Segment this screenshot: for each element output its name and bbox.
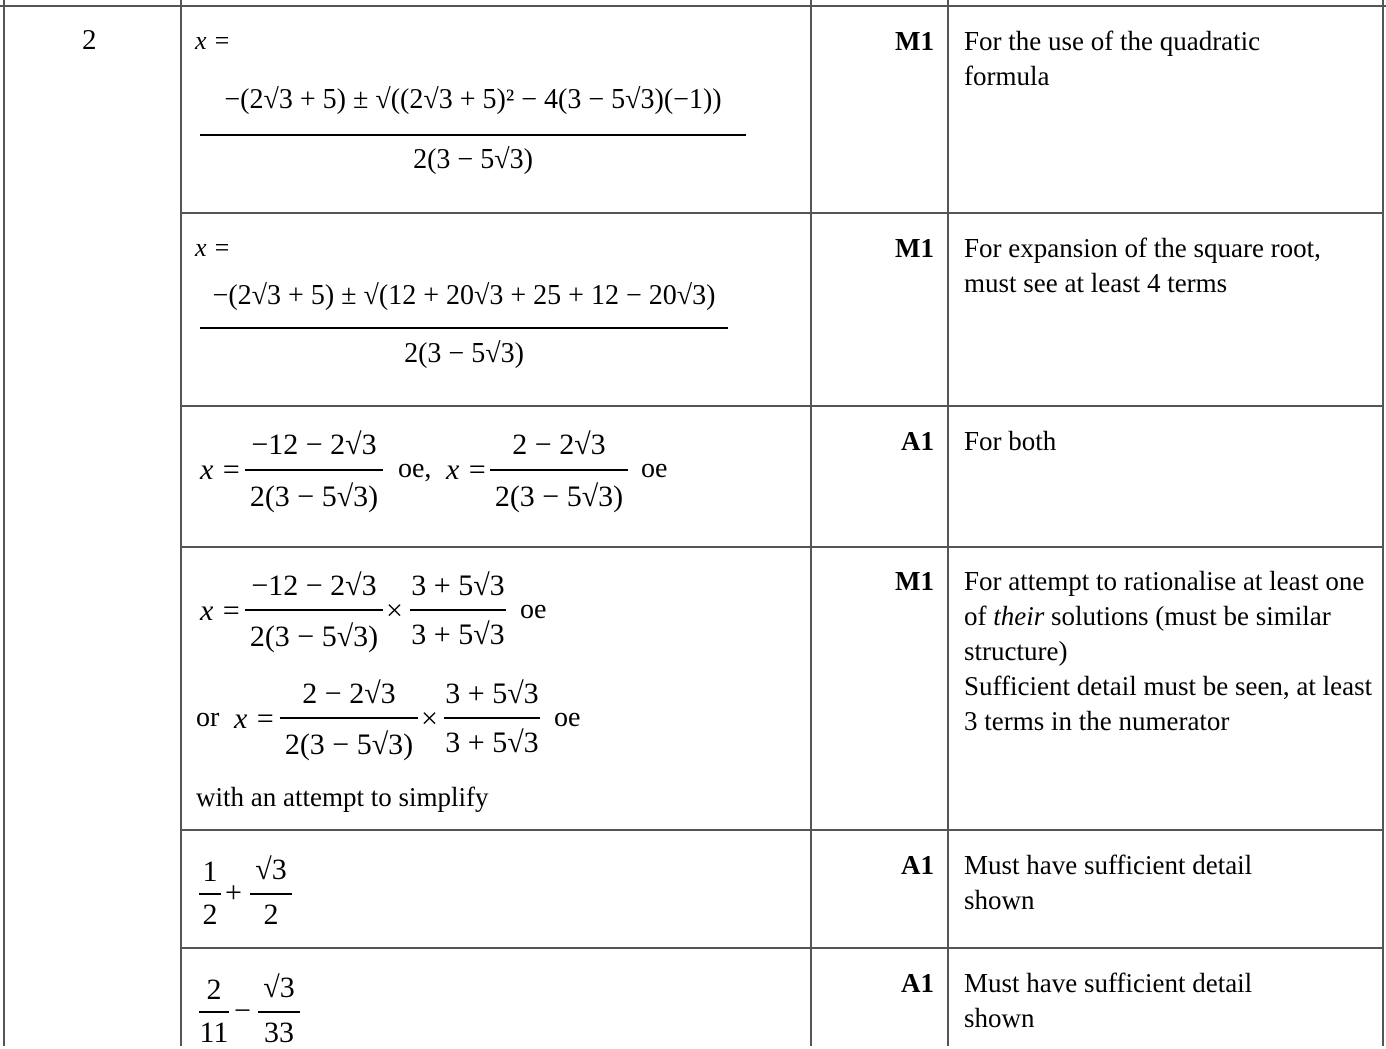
row-4-oe: oe	[520, 594, 547, 625]
row-2-numerator: −(2√3 + 5) ± √(12 + 20√3 + 25 + 12 − 20√3)	[212, 280, 716, 311]
row-6-numerator-2: √3	[263, 971, 295, 1004]
row-6-denominator-2: 33	[264, 1016, 294, 1049]
row-4-lhs: x =	[200, 594, 242, 627]
row-2-mark: M1	[895, 233, 934, 263]
row-3-oe-comma: oe,	[398, 453, 432, 484]
row-4-guidance-italic: their	[993, 601, 1045, 631]
row-5-mark: A1	[901, 850, 934, 880]
row-3-lhs: x =	[200, 453, 242, 486]
row-5-plus: +	[225, 876, 242, 909]
row-6-guidance: Must have sufficient detail shown	[964, 968, 1253, 1033]
row-divider-3	[180, 546, 1384, 548]
row-3-numerator-1: −12 − 2√3	[251, 428, 377, 461]
row-4-denominator-2: 3 + 5√3	[411, 618, 505, 651]
row-6-fraction-bar-1	[199, 1011, 229, 1013]
row-4-fraction-bar-2	[410, 609, 506, 611]
row-4-guidance-part-c: Sufficient detail must be seen, at least 3 terms in the numerator	[964, 671, 1373, 736]
row-4-numerator-1: −12 − 2√3	[251, 569, 377, 602]
row-5-guidance: Must have sufficient detail shown	[964, 850, 1253, 915]
row-4-fraction-bar-4	[444, 717, 540, 719]
row-4-lhs-2: x =	[234, 702, 276, 735]
row-4-guidance-part-b: solutions (must be similar structure)	[964, 601, 1331, 666]
row-2-lhs: x =	[195, 233, 231, 262]
table-left-border	[3, 0, 5, 1046]
row-4-note: with an attempt to simplify	[196, 782, 489, 812]
row-divider-1	[180, 212, 1384, 214]
row-5-numerator-2: √3	[255, 853, 287, 886]
row-4-numerator-3: 2 − 2√3	[302, 677, 396, 710]
row-5-denominator-1: 2	[202, 898, 218, 931]
row-1-denominator: 2(3 − 5√3)	[413, 144, 533, 175]
row-divider-4	[180, 829, 1384, 831]
row-4-numerator-2: 3 + 5√3	[411, 569, 505, 602]
row-3-oe: oe	[641, 453, 668, 484]
row-3-numerator-2: 2 − 2√3	[512, 428, 606, 461]
column-divider-3	[947, 0, 949, 1046]
row-4-mark: M1	[895, 566, 934, 596]
row-divider-5	[180, 947, 1384, 949]
row-2-denominator: 2(3 − 5√3)	[404, 338, 524, 369]
row-4-denominator-1: 2(3 − 5√3)	[249, 620, 379, 653]
row-6-numerator-1: 2	[206, 973, 222, 1006]
table-right-border	[1382, 0, 1384, 1046]
row-1-numerator: −(2√3 + 5) ± √((2√3 + 5)² − 4(3 − 5√3)(−1))	[224, 84, 722, 115]
row-2-guidance: For expansion of the square root, must see at least 4 terms	[964, 233, 1321, 298]
row-3-mark: A1	[901, 426, 934, 456]
row-3-fraction-bar-2	[490, 469, 628, 471]
row-3-fraction-bar-1	[245, 469, 383, 471]
question-number: 2	[82, 24, 97, 56]
row-1-mark: M1	[895, 26, 934, 56]
row-4-guidance-part-a: For attempt to rationalise at least one of	[964, 566, 1365, 631]
row-4-times-2: ×	[421, 702, 438, 735]
row-4-denominator-3: 2(3 − 5√3)	[284, 728, 414, 761]
row-6-denominator-1: 11	[199, 1016, 229, 1049]
row-3-guidance: For both	[964, 426, 1057, 456]
row-5-fraction-bar-1	[199, 893, 221, 895]
table-top-border	[0, 5, 1386, 7]
row-6-minus: −	[234, 994, 251, 1027]
row-2-fraction-bar	[200, 327, 728, 329]
row-4-numerator-4: 3 + 5√3	[445, 677, 539, 710]
row-1-fraction-bar	[200, 134, 746, 136]
row-6-mark: A1	[901, 968, 934, 998]
row-5-denominator-2: 2	[263, 898, 279, 931]
row-5-numerator-1: 1	[202, 855, 218, 888]
column-divider-2	[810, 0, 812, 1046]
row-divider-2	[180, 405, 1384, 407]
column-divider-1	[180, 0, 182, 1046]
row-1-lhs: x =	[195, 26, 231, 55]
row-6-fraction-bar-2	[258, 1011, 300, 1013]
row-4-guidance	[964, 564, 1376, 739]
row-4-oe-2: oe	[554, 702, 581, 733]
row-5-fraction-bar-2	[250, 893, 292, 895]
row-3-lhs-2: x =	[446, 453, 488, 486]
row-4-fraction-bar-1	[245, 609, 383, 611]
row-4-denominator-4: 3 + 5√3	[445, 726, 539, 759]
row-4-or: or	[196, 702, 220, 733]
row-4-times: ×	[386, 594, 403, 627]
row-3-denominator-1: 2(3 − 5√3)	[249, 480, 379, 513]
row-3-denominator-2: 2(3 − 5√3)	[494, 480, 624, 513]
row-4-fraction-bar-3	[280, 717, 418, 719]
row-1-guidance: For the use of the quadratic formula	[964, 26, 1261, 91]
